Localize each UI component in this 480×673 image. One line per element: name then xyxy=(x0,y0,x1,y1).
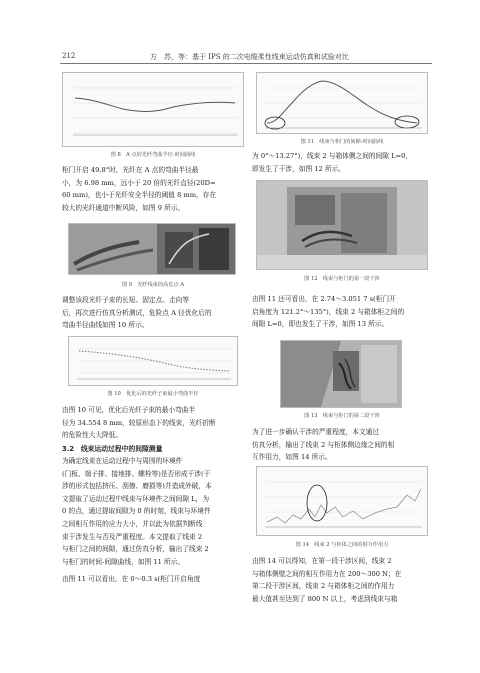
text-line: 弯曲半径曲线如图 10 所示。 xyxy=(62,321,149,330)
left-paragraph-3 xyxy=(62,404,244,442)
text-line: 为了进一步确认干涉的严重程度，本文通过 xyxy=(252,428,380,436)
figure-9-caption: 图 9 光纤线束的高危点 A xyxy=(121,282,185,288)
left-paragraph-2 xyxy=(62,294,244,332)
text-line: 与柜门之间的间隙，通过仿真分析，输出了线束 2 xyxy=(62,545,209,554)
figure-9-photo xyxy=(68,223,236,275)
text-line: 小，为 6.98 mm，远小于 20 倍的光纤直径(20D= xyxy=(62,178,216,187)
text-line: 的危险性大大降低。 xyxy=(62,431,123,440)
right-paragraph-4 xyxy=(252,555,434,605)
figure-8-caption: 图 8 A 点的光纤弯曲半径-时间曲线 xyxy=(110,152,196,158)
text-line: 最大值甚至达到了 800 N 以上，考虑到线束与箱 xyxy=(252,594,398,603)
running-title: 方 苏，等：基于 IPS 的二次电缆柔性线束运动仿真和试验对比 xyxy=(150,53,349,61)
text-line: 仿真分析，输出了线束 2 与柜体侧边缘之间的相 xyxy=(252,440,395,449)
figure-12-render xyxy=(256,180,428,270)
right-paragraph-1 xyxy=(252,150,434,175)
text-line: 涉的形式包括挤压、刮擦、磨损等)并造成外破，本 xyxy=(62,482,212,491)
text-line: 后，再次进行仿真分析测试，危险点 A 径优化后的 xyxy=(62,308,212,317)
text-line: 为确定线束在运动过程中与周围的环境件 xyxy=(62,457,183,465)
text-line: 径为 34.554 8 mm，较原形态下的线束，光纤折断 xyxy=(62,418,216,427)
text-line: 即发生了干涉，如图 12 所示。 xyxy=(252,164,346,173)
figure-11-caption: 图 11 线束与柜门的间隙-时间曲线 xyxy=(300,139,384,145)
left-paragraph-4 xyxy=(62,455,244,568)
figure-14-caption: 图 14 线束 2 与柜体之间的相互作用力 xyxy=(295,542,389,548)
text-line: 60 mm)，也小于光纤安全半径的阈值 8 mm，存在 xyxy=(62,191,217,200)
figure-10-curve xyxy=(68,336,238,386)
left-paragraph-1 xyxy=(62,164,244,214)
figure-13-render xyxy=(280,340,402,408)
header-rule xyxy=(60,63,432,64)
page-number: 212 xyxy=(62,52,76,60)
text-line: 之间相互作用的应力大小，并以此为依据判断线 xyxy=(62,519,203,528)
left-paragraph-5 xyxy=(62,573,244,586)
figure-11-curve xyxy=(256,72,428,134)
text-line: 由图 11 还可看出，在 2.74～3.051 7 s(柜门开 xyxy=(252,295,396,303)
text-line: 与箱体侧壁之间的相互作用力在 200～300 N；在 xyxy=(252,569,402,578)
text-line: 调整该段光纤子束的长短、固定点、走向等 xyxy=(62,296,190,304)
right-paragraph-2 xyxy=(252,293,434,331)
text-line: 由图 10 可见，优化后光纤子束的最小弯曲半 xyxy=(62,406,196,414)
figure-13-caption: 图 13 线束与柜门的第二段干涉 xyxy=(304,413,380,419)
figure-12-caption: 图 12 线束与柜门的第一段干涉 xyxy=(304,276,380,282)
text-line: 间隙 L=0，即也发生了干涉，如图 13 所示。 xyxy=(252,320,389,329)
text-line: 由图 11 可以看出，在 0～0.3 s(柜门开启角度 xyxy=(62,575,201,583)
section-title: 3.2 线束运动过程中的间隙测量 xyxy=(62,445,163,453)
text-line: (门板、端子排、接地排、螺栓等)是否形成干涉(干 xyxy=(62,469,211,478)
text-line: 为 0°～13.27°)，线束 2 与箱体侧之间的间隙 L=0， xyxy=(252,152,413,160)
text-line: 柜门开启 49.8°时，光纤在 A 点的弯曲半径最 xyxy=(62,166,199,174)
figure-14-curve xyxy=(256,466,428,536)
text-line: 启角度为 121.2°～135°)，线束 2 与箱体柜之间的 xyxy=(252,307,405,316)
text-line: 与柜门的时间-间隙曲线，如图 11 所示。 xyxy=(62,557,185,566)
right-paragraph-3 xyxy=(252,426,434,464)
figure-10-caption: 图 10 优化后的光纤子束最小弯曲半径 xyxy=(107,391,199,397)
text-line: 文提取了运动过程中线束与环境件之间间隙 L，为 xyxy=(62,494,210,503)
text-line: 束干涉发生与否及严重程度。本文提取了线束 2 xyxy=(62,532,203,541)
text-line: 较大的光纤通道中断风险，如图 9 所示。 xyxy=(62,203,185,212)
text-line: 互作用力，如图 14 所示。 xyxy=(252,453,332,462)
text-line: 0 的点，通过提取间隙为 0 的时刻，线束与环境件 xyxy=(62,507,211,516)
figure-8-curve xyxy=(62,72,244,147)
text-line: 第二段干涉区间，线束 2 与箱体柜之间的作用力 xyxy=(252,582,395,591)
text-line: 由图 14 可以得知，在第一段干涉区间，线束 2 xyxy=(252,557,392,565)
